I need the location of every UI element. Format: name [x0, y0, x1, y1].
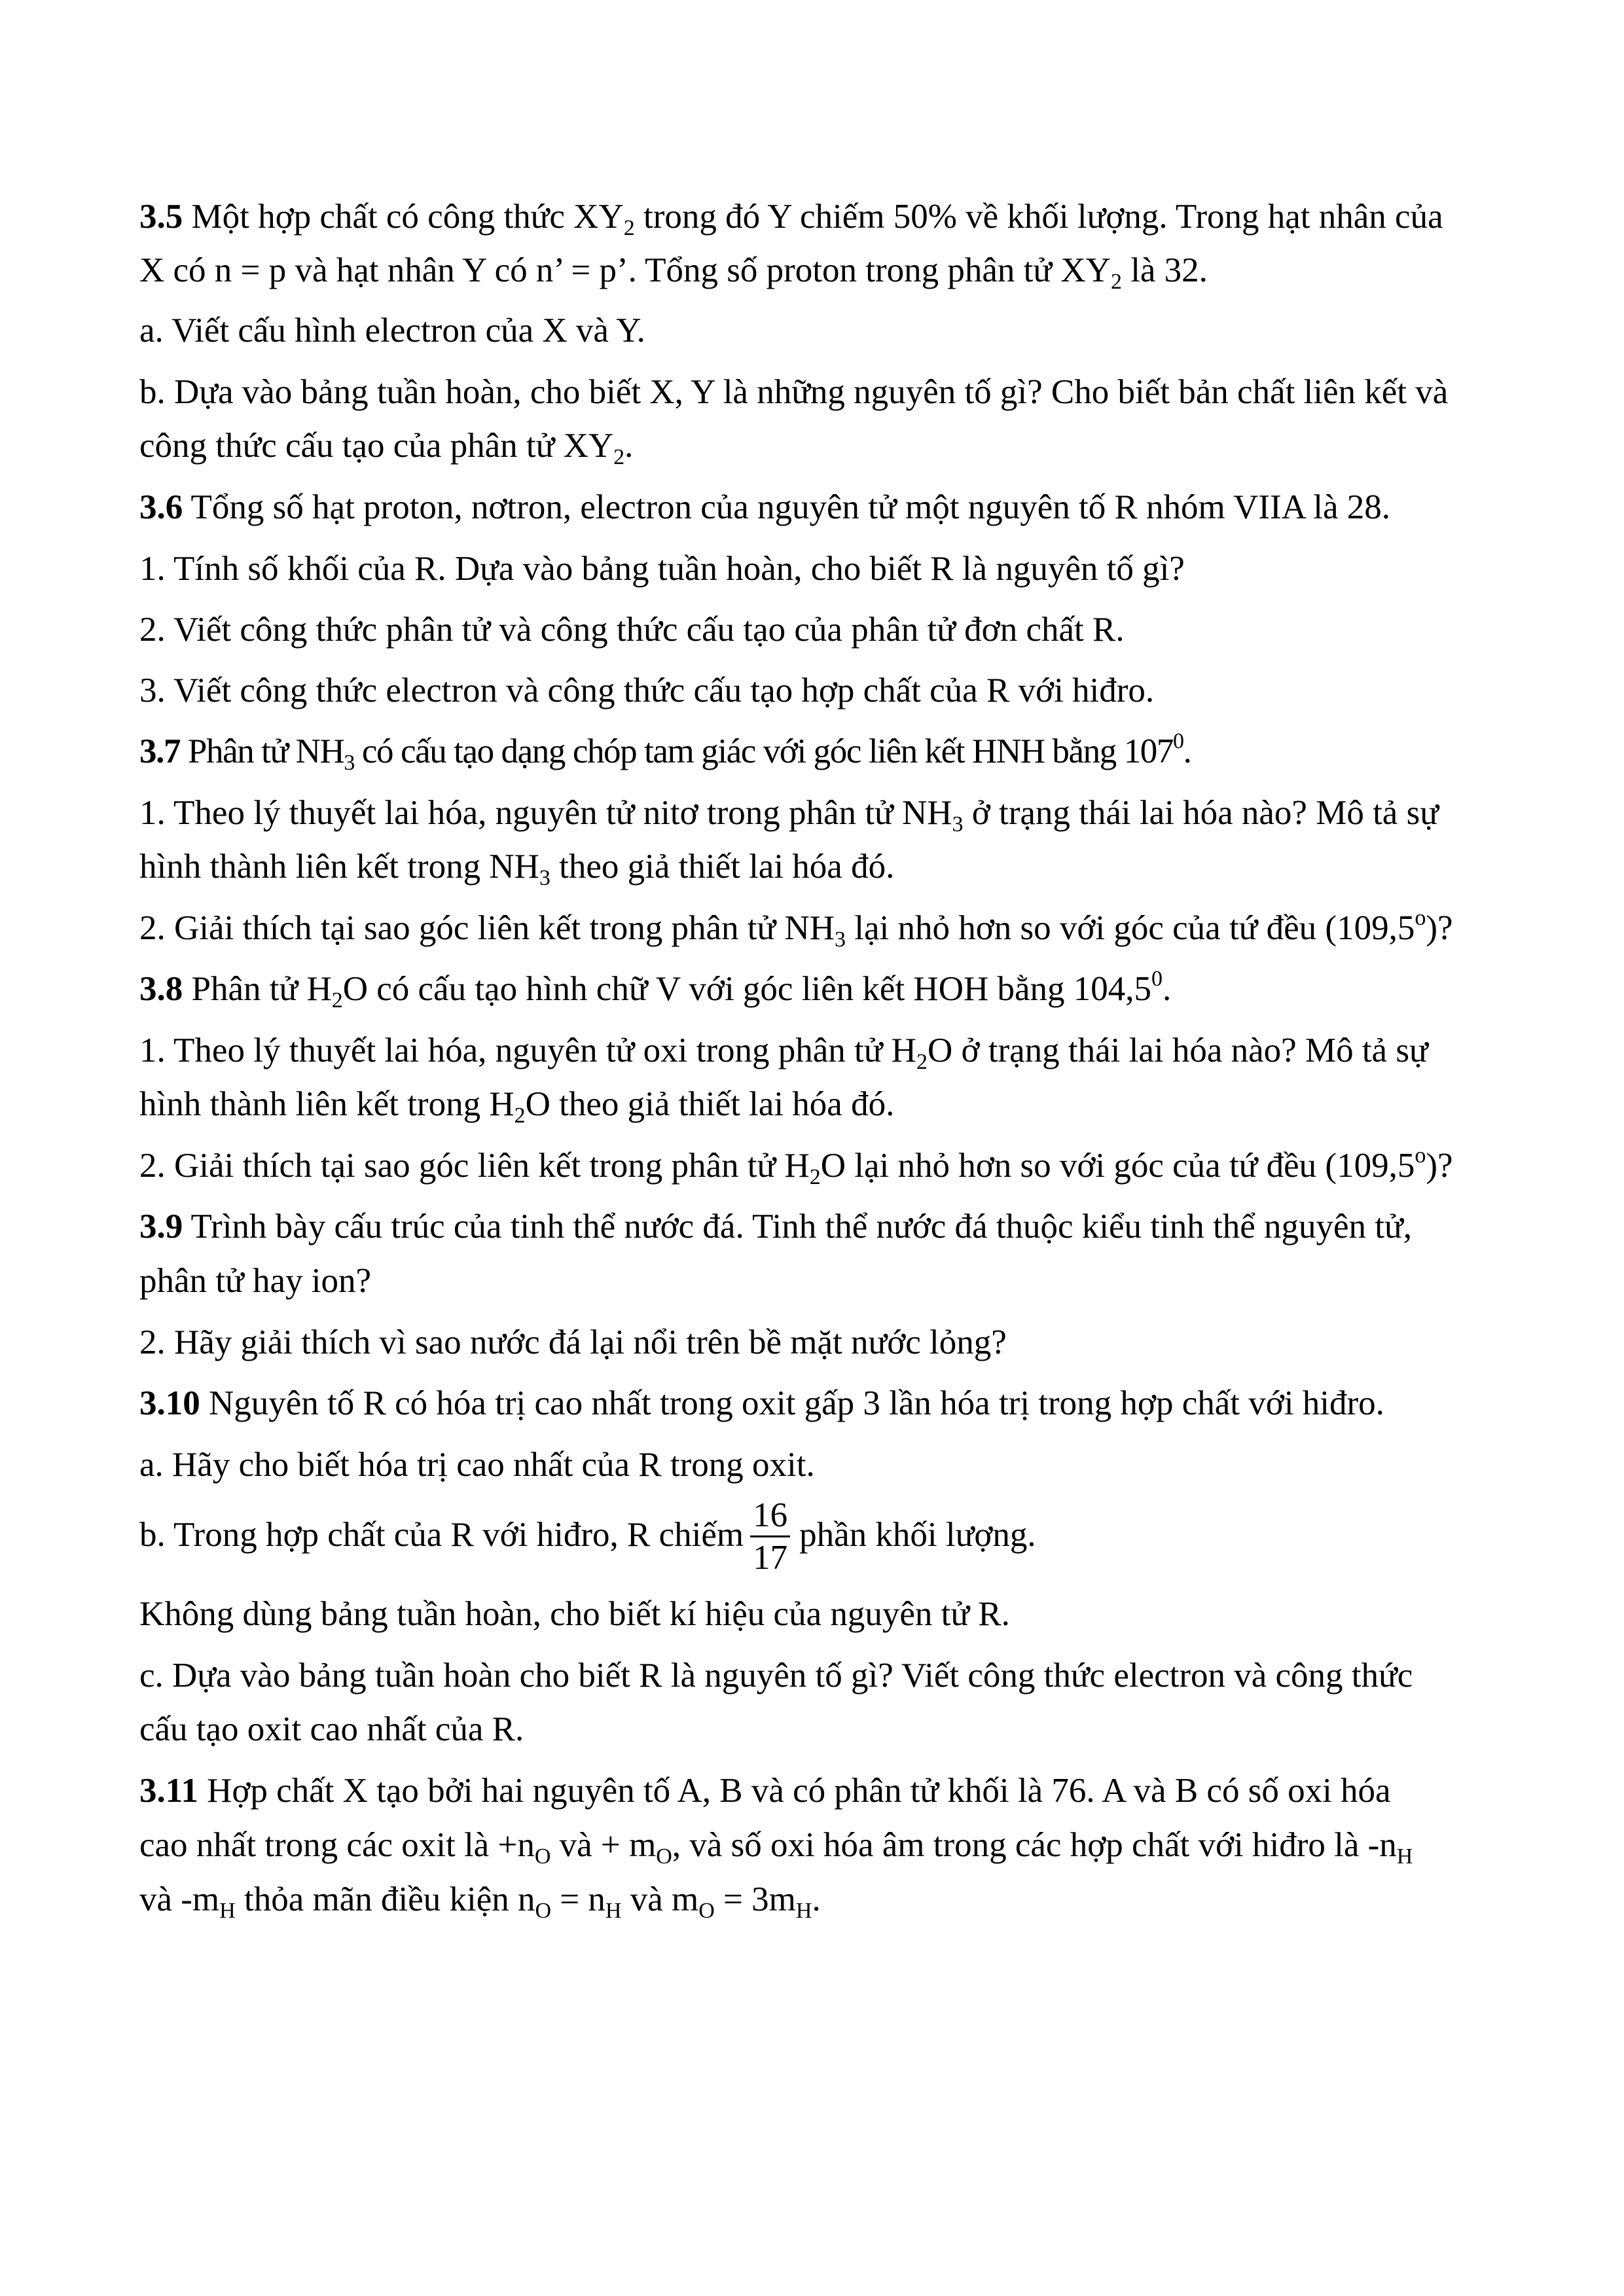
- problem-number: 3.10: [139, 1384, 200, 1422]
- problem-3-10-item-c-line-1: c. Dựa vào bảng tuần hoàn cho biết R là nguyên tố gì? Viết công thức electron và công thức: [139, 1657, 1413, 1695]
- problem-number: 3.8: [139, 970, 183, 1008]
- problem-3-11-line-3: và $-m_H$ thỏa mãn điều kiện $n_O = n_H$ và $m_O = 3m_H$.: [139, 1880, 821, 1923]
- problem-3-6-item-3: 3. Viết công thức electron và công thức cấu tạo hợp chất của R với hiđro.: [139, 672, 1155, 709]
- fraction-denominator: 17: [753, 1539, 788, 1577]
- problem-3-10-line: 3.10 Nguyên tố R có hóa trị cao nhất trong oxit gấp 3 lần hóa trị trong hợp chất với hiđro.: [139, 1384, 1384, 1422]
- problem-3-5-line-1: 3.5 Một hợp chất có công thức $XY_2$ trong đó Y chiếm 50% về khối lượng. Trong hạt nhân của: [139, 198, 1443, 240]
- problem-3-9-line-1: 3.9 Trình bày cấu trúc của tinh thể nước đá. Tinh thể nước đá thuộc kiểu tinh thể nguyên tử,: [139, 1208, 1412, 1246]
- problem-number: 3.11: [139, 1772, 198, 1810]
- problem-3-6-item-1: 1. Tính số khối của R. Dựa vào bảng tuần hoàn, cho biết R là nguyên tố gì?: [139, 550, 1185, 588]
- problem-3-8-item-2: 2. Giải thích tại sao góc liên kết trong phân tử $H_2O$ lại nhỏ hơn so với góc của tứ đều (109,5$^o$)?: [139, 1143, 1453, 1189]
- problem-number: 3.5: [139, 198, 183, 236]
- problem-3-7-item-2: 2. Giải thích tại sao góc liên kết trong phân tử $NH_3$ lại nhỏ hơn so với góc của tứ đều (109,5$^o$)?: [139, 906, 1453, 952]
- problem-3-7-item-1-line-1: 1. Theo lý thuyết lai hóa, nguyên tử nitơ trong phân tử $NH_3$ ở trạng thái lai hóa nào? Mô tả sự: [139, 794, 1439, 836]
- problem-3-11-line-1: 3.11 Hợp chất X tạo bởi hai nguyên tố A, B và có phân tử khối là 76. A và B có số oxi hóa: [139, 1772, 1391, 1810]
- problem-3-5-item-a: a. Viết cấu hình electron của X và Y.: [139, 312, 645, 350]
- problem-3-9-line-2: phân tử hay ion?: [139, 1262, 371, 1300]
- problem-3-8-item-1-line-1: 1. Theo lý thuyết lai hóa, nguyên tử oxi trong phân tử $H_2O$ ở trạng thái lai hóa nào? Mô tả sự: [139, 1031, 1428, 1074]
- problem-3-10-item-b: b. Trong hợp chất của R với hiđro, R chiếm $\frac{16}{17}$ phần khối lượng.: [139, 1496, 1036, 1577]
- problem-3-8-line: 3.8 Phân tử $H_2O$ có cấu tạo hình chữ V với góc liên kết HOH bằng 104,5$^0$.: [139, 967, 1172, 1013]
- problem-3-5-line-2: X có n = p và hạt nhân Y có n’ = p’. Tổng số proton trong phân tử $XY_2$ là 32.: [139, 251, 1208, 294]
- problem-number: 3.7: [139, 732, 181, 770]
- problem-3-9-item-2: 2. Hãy giải thích vì sao nước đá lại nổi trên bề mặt nước lỏng?: [139, 1323, 1007, 1361]
- problem-3-5-item-b-line-2: công thức cấu tạo của phân tử $XY_2$.: [139, 427, 634, 469]
- problem-3-5-item-b-line-1: b. Dựa vào bảng tuần hoàn, cho biết X, Y là những nguyên tố gì? Cho biết bản chất liên kết và: [139, 373, 1449, 411]
- problem-3-11-line-2: cao nhất trong các oxit là $+n_O$ và + $m_O$, và số oxi hóa âm trong các hợp chất với hiđro là $-n_H$: [139, 1826, 1413, 1869]
- problem-number: 3.9: [139, 1208, 183, 1246]
- problem-3-7-item-1-line-2: hình thành liên kết trong $NH_3$ theo giả thiết lai hóa đó.: [139, 848, 895, 890]
- problem-3-10-note: Không dùng bảng tuần hoàn, cho biết kí hiệu của nguyên tử R.: [139, 1595, 1010, 1633]
- fraction-numerator: 16: [750, 1495, 790, 1537]
- problem-3-6-line: 3.6 Tổng số hạt proton, nơtron, electron của nguyên tử một nguyên tố R nhóm VIIA là 28.: [139, 488, 1391, 526]
- problem-3-10-item-a: a. Hãy cho biết hóa trị cao nhất của R trong oxit.: [139, 1446, 815, 1484]
- problem-3-8-item-1-line-2: hình thành liên kết trong $H_2O$ theo giả thiết lai hóa đó.: [139, 1085, 895, 1128]
- problem-3-7-line: 3.7 Phân tử $NH_3$ có cấu tạo dạng chóp tam giác với góc liên kết HNH bằng $107^0$.: [139, 729, 1191, 775]
- problem-3-6-item-2: 2. Viết công thức phân tử và công thức cấu tạo của phân tử đơn chất R.: [139, 611, 1125, 649]
- fraction: [750, 1495, 790, 1578]
- problem-3-10-item-c-line-2: cấu tạo oxit cao nhất của R.: [139, 1710, 524, 1748]
- problem-number: 3.6: [139, 488, 183, 526]
